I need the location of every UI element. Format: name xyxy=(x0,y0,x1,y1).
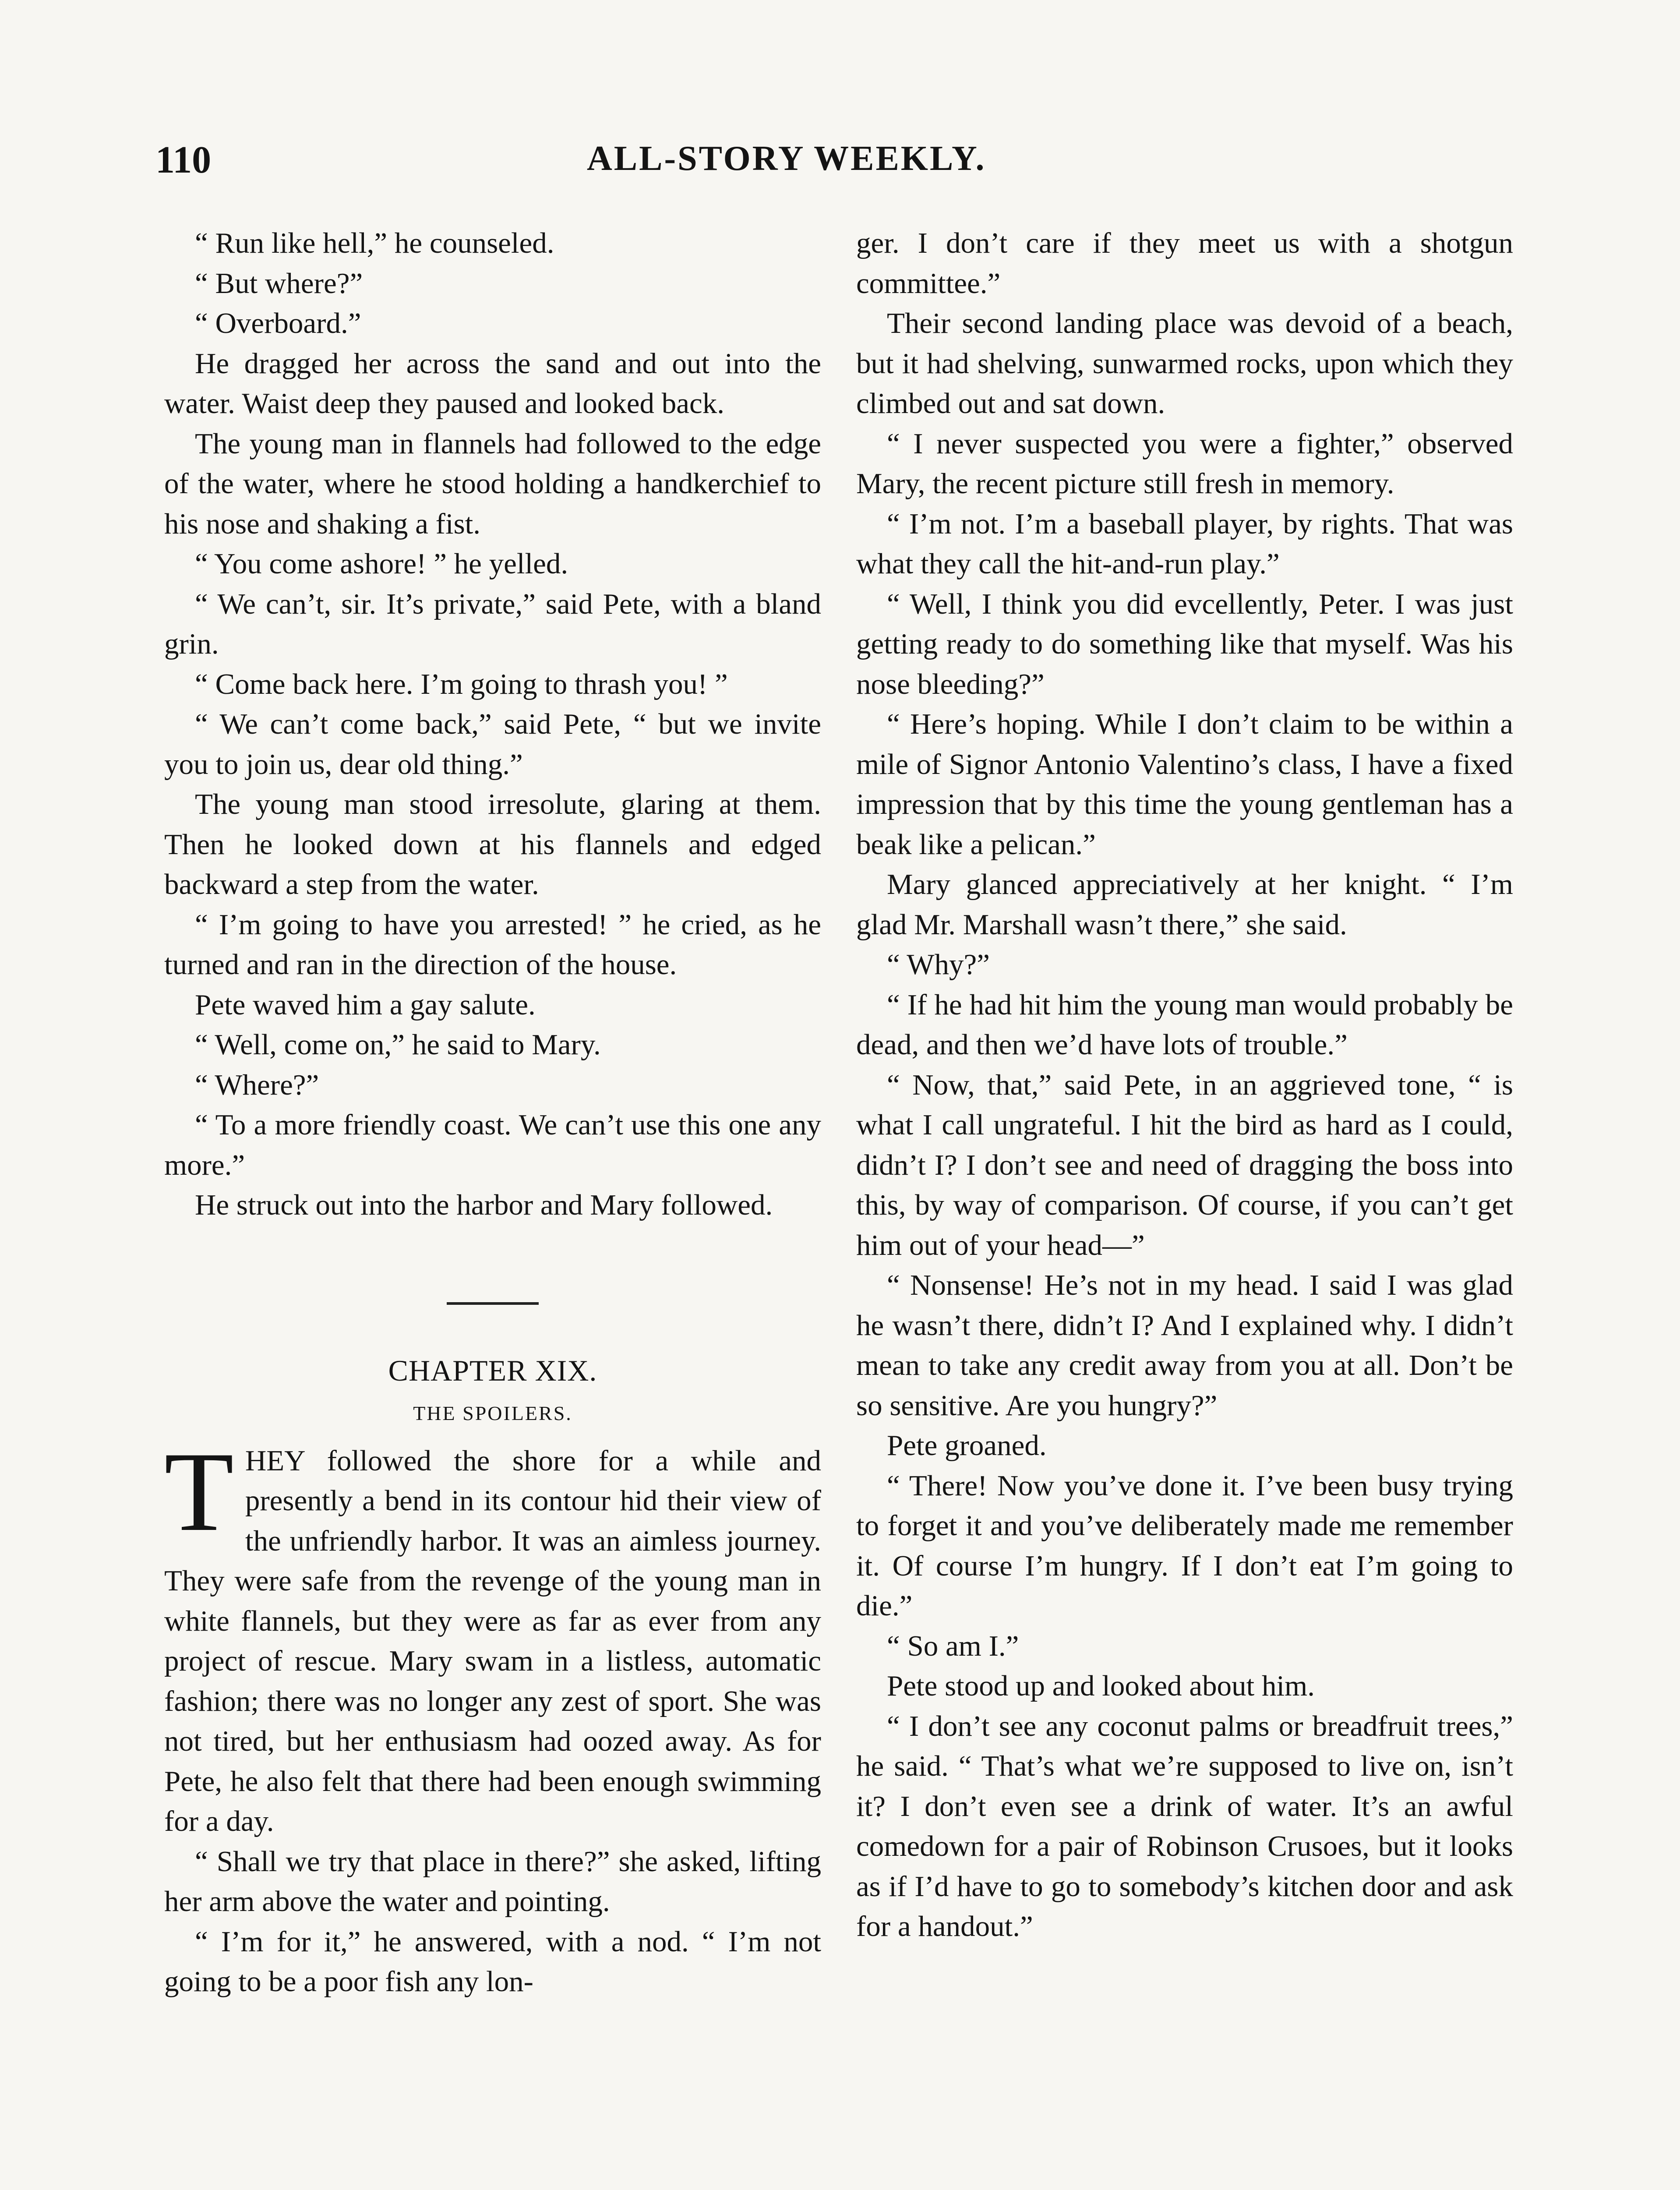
paragraph: “ Here’s hoping. While I don’t claim to be within a mile of Signor Antonio Valentino’s class, I have a fixed impression that by this time the young gentleman has a beak like a pelican.” xyxy=(856,708,1513,861)
paragraph: “ I’m for it,” he answered, with a nod. “ I’m not going to be a poor fish any lon- xyxy=(164,1925,821,1998)
paragraph: The young man stood irresolute, glaring at them. Then he looked down at his flannels and edged backward a step from the water. xyxy=(164,788,821,901)
paragraph: The young man in flannels had followed to the edge of the water, where he stood holding a handkerchief to his nose and shaking a fist. xyxy=(164,427,821,540)
paragraph: “ To a more friendly coast. We can’t use this one any more.” xyxy=(164,1109,821,1181)
paragraph: He struck out into the harbor and Mary followed. xyxy=(195,1189,773,1221)
page-number: 110 xyxy=(155,139,212,181)
paragraph: “ So am I.” xyxy=(887,1629,1019,1662)
paragraph: Pete waved him a gay salute. xyxy=(195,988,536,1021)
paragraph: “ Run like hell,” he counseled. xyxy=(195,227,554,259)
paragraph: “ I don’t see any coconut palms or breadfruit trees,” he said. “ That’s what we’re supposed to live on, isn’t it? I don’t even see a drink of water. It’s an awful comedown for a pair of Robinson Crusoes, but it looks as if I’d have to go to somebody’s kitchen door and ask for a handout.” xyxy=(856,1710,1513,1943)
chapter-subtitle: THE SPOILERS. xyxy=(413,1402,572,1424)
paragraph: “ Now, that,” said Pete, in an aggrieved tone, “ is what I call ungrateful. I hit the bird as hard as I could, didn’t I? I don’t see and need of dragging the boss into this, by way of comparison. Of course, if you can’t get him out of your head—” xyxy=(856,1068,1513,1261)
paragraph: “ But where?” xyxy=(195,267,363,300)
paragraph: He dragged her across the sand and out into the water. Waist deep they paused and looked back. xyxy=(164,347,821,420)
section-divider xyxy=(447,1302,539,1305)
paragraph: Mary glanced appreciatively at her knight. “ I’m glad Mr. Marshall wasn’t there,” she said. xyxy=(856,868,1513,941)
chapter-opening-text: HEY followed the shore for a while and presently a bend in its contour hid their view of the unfriendly harbor. It was an aimless journey. They were safe from the revenge of the young man in white flannels, but they were as far as ever from any project of rescue. Mary swam in a listless, automatic fashion; there was no longer any zest of sport. She was not tired, but her enthusiasm had oozed away. As for Pete, he also felt that there had been enough swimming for a day. xyxy=(164,1444,821,1837)
paragraph: “ We can’t, sir. It’s private,” said Pete, with a bland grin. xyxy=(164,587,821,660)
paragraph: “ There! Now you’ve done it. I’ve been busy trying to forget it and you’ve deliberately made me remember it. Of course I’m hungry. If I don’t eat I’m going to die.” xyxy=(856,1469,1513,1622)
paragraph: “ Where?” xyxy=(195,1068,319,1101)
paragraph: “ I’m going to have you arrested! ” he cried, as he turned and ran in the direction of the house. xyxy=(164,908,821,981)
chapter-opening-paragraph xyxy=(164,1428,821,1842)
paragraph: Pete groaned. xyxy=(887,1429,1047,1462)
paragraph: “ If he had hit him the young man would probably be dead, and then we’d have lots of trouble.” xyxy=(856,988,1513,1061)
paragraph: “ You come ashore! ” he yelled. xyxy=(195,548,568,580)
drop-cap: T xyxy=(164,1428,234,1555)
paragraph: “ Come back here. I’m going to thrash you! ” xyxy=(195,668,728,700)
paragraph: Pete stood up and looked about him. xyxy=(887,1670,1315,1702)
paragraph: “ We can’t come back,” said Pete, “ but we invite you to join us, dear old thing.” xyxy=(164,708,821,781)
paragraph: “ Shall we try that place in there?” she asked, lifting her arm above the water and pointing. xyxy=(164,1845,821,1918)
right-column xyxy=(856,223,1513,1947)
continued-paragraph: ger. I don’t care if they meet us with a shotgun committee.” xyxy=(856,227,1513,300)
paragraph: “ Overboard.” xyxy=(195,307,361,339)
paragraph: “ Why?” xyxy=(887,948,990,981)
chapter-title: CHAPTER XIX. xyxy=(388,1353,597,1387)
paragraph: Their second landing place was devoid of a beach, but it had shelving, sunwarmed rocks, upon which they climbed out and sat down. xyxy=(856,307,1513,420)
paragraph: “ I never suspected you were a fighter,” observed Mary, the recent picture still fresh in memory. xyxy=(856,427,1513,500)
left-column xyxy=(164,223,821,2002)
paragraph: “ Well, come on,” he said to Mary. xyxy=(195,1028,601,1061)
paragraph: “ Nonsense! He’s not in my head. I said I was glad he wasn’t there, didn’t I? And I explained why. I didn’t mean to take any credit away from you at all. Don’t be so sensitive. Are you hungry?” xyxy=(856,1269,1513,1422)
running-head: ALL-STORY WEEKLY. xyxy=(587,139,986,178)
paragraph: “ Well, I think you did evcellently, Peter. I was just getting ready to do something like that myself. Was his nose bleeding?” xyxy=(856,587,1513,700)
paragraph: “ I’m not. I’m a baseball player, by rights. That was what they call the hit-and-run play.” xyxy=(856,507,1513,580)
